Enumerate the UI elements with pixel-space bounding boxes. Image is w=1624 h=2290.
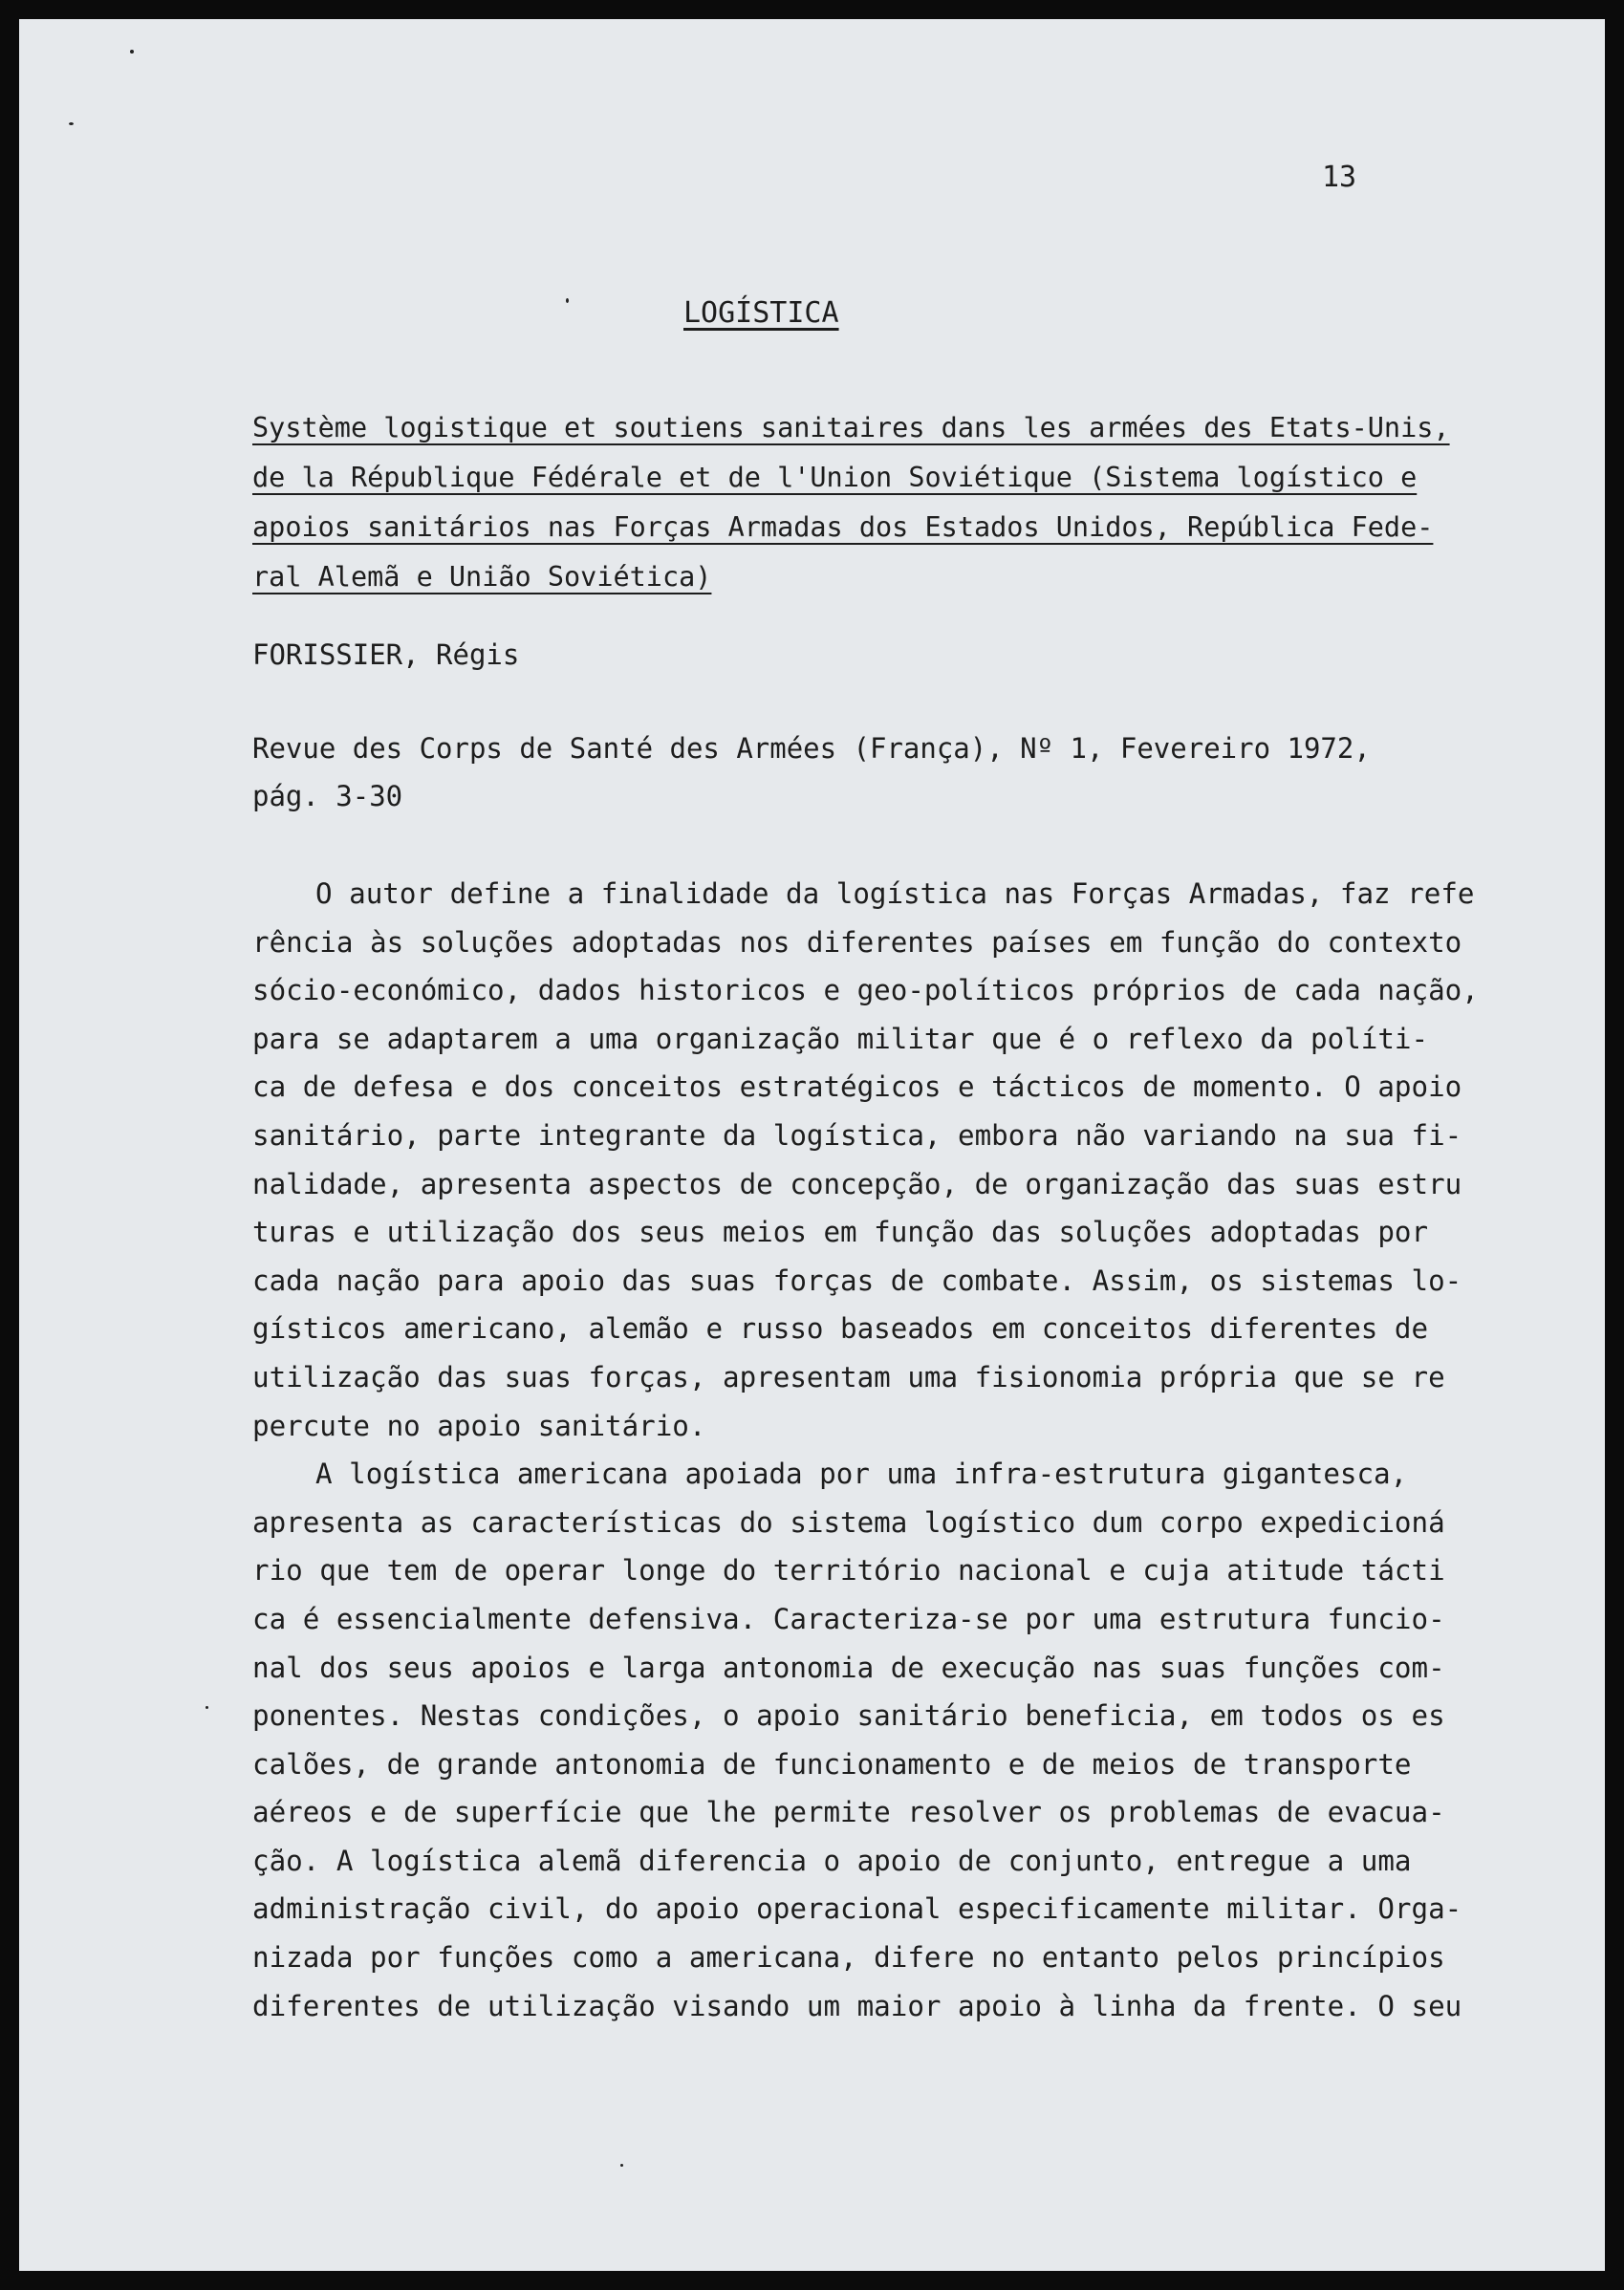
title-line: apoios sanitários nas Forças Armadas dos Estados Unidos, República Fede- xyxy=(252,511,1434,543)
body-line: O autor define a finalidade da logística nas Forças Armadas, faz refe xyxy=(315,877,1475,910)
source-line: pág. 3-30 xyxy=(252,780,403,812)
body-line: apresenta as características do sistema logístico dum corpo expedicioná xyxy=(252,1505,1445,1539)
body-line: nalidade, apresenta aspectos de concepção, de organização das suas estru xyxy=(252,1167,1462,1200)
article-title xyxy=(252,403,1562,602)
body-line: sócio-económico, dados historicos e geo-políticos próprios de cada nação, xyxy=(252,974,1479,1007)
body-line: cada nação para apoio das suas forças de combate. Assim, os sistemas lo- xyxy=(252,1264,1462,1297)
body-line: calões, de grande antonomia de funcionamento e de meios de transporte xyxy=(252,1747,1412,1781)
ink-speck xyxy=(130,50,134,54)
body-line: A logística americana apoiada por uma infra-estrutura gigantesca, xyxy=(315,1458,1408,1491)
abstract-body xyxy=(252,870,1591,2030)
section-heading: LOGÍSTICA xyxy=(683,296,839,330)
body-line: diferentes de utilização visando um maior apoio à linha da frente. O seu xyxy=(252,1989,1462,2022)
body-line: para se adaptarem a uma organização militar que é o reflexo da políti- xyxy=(252,1022,1429,1055)
body-line: sanitário, parte integrante da logística, embora não variando na sua fi- xyxy=(252,1118,1462,1152)
body-line: nizada por funções como a americana, difere no entanto pelos princípios xyxy=(252,1941,1445,1975)
body-line: turas e utilização dos seus meios em função das soluções adoptadas por xyxy=(252,1216,1429,1249)
ink-speck xyxy=(69,122,74,125)
title-line: de la République Fédérale et de l'Union Soviétique (Sistema logístico e xyxy=(252,462,1418,493)
ink-speck xyxy=(206,1706,208,1709)
body-line: percute no apoio sanitário. xyxy=(252,1409,706,1442)
document-page xyxy=(19,19,1605,2271)
body-line: ca é essencialmente defensiva. Caracteriza-se por uma estrutura funcio- xyxy=(252,1602,1445,1635)
body-line: rio que tem de operar longe do território nacional e cuja atitude tácti xyxy=(252,1554,1445,1588)
body-line: utilização das suas forças, apresentam uma fisionomia própria que se re xyxy=(252,1360,1445,1393)
body-line: gísticos americano, alemão e russo baseados em conceitos diferentes de xyxy=(252,1312,1429,1346)
body-line: rência às soluções adoptadas nos diferentes países em função do contexto xyxy=(252,925,1462,959)
ink-speck xyxy=(620,2164,623,2167)
body-line: administração civil, do apoio operacional especificamente militar. Orga- xyxy=(252,1892,1462,1926)
source-line: Revue des Corps de Santé des Armées (França), Nº 1, Fevereiro 1972, xyxy=(252,732,1371,765)
body-line: ca de defesa e dos conceitos estratégicos e tácticos de momento. O apoio xyxy=(252,1070,1462,1104)
source-citation xyxy=(252,724,1552,820)
page-number: 13 xyxy=(1322,161,1357,194)
body-line: ponentes. Nestas condições, o apoio sanitário beneficia, em todos os es xyxy=(252,1699,1445,1733)
body-line: nal dos seus apoios e larga antonomia de execução nas suas funções com- xyxy=(252,1651,1445,1684)
ink-speck xyxy=(566,298,569,303)
author-name: FORISSIER, Régis xyxy=(252,638,520,671)
body-line: aéreos e de superfície que lhe permite resolver os problemas de evacua- xyxy=(252,1796,1445,1829)
body-line: ção. A logística alemã diferencia o apoio de conjunto, entregue a uma xyxy=(252,1844,1412,1877)
title-line: ral Alemã e União Soviética) xyxy=(252,561,712,593)
title-line: Système logistique et soutiens sanitaires dans les armées des Etats-Unis, xyxy=(252,412,1450,443)
